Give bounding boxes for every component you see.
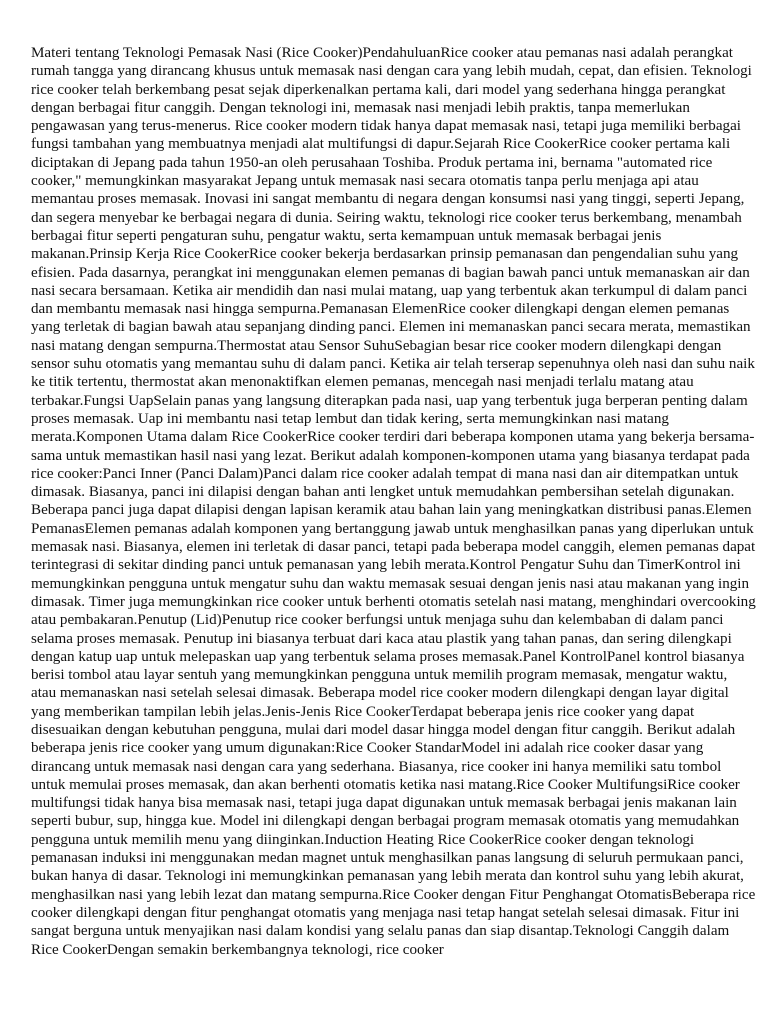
document-page <box>31 44 756 959</box>
document-body-text: Materi tentang Teknologi Pemasak Nasi (Rice Cooker)PendahuluanRice cooker atau pemanas nasi adalah perangkat rumah tangga yang dirancang khusus untuk memasak nasi dengan cara yang lebih mudah, cepat, dan efisien. Teknologi rice cooker telah berkembang pesat sejak diperkenalkan pertama kali, dari model yang sederhana hingga perangkat dengan berbagai fitur canggih. Dengan teknologi ini, memasak nasi menjadi lebih praktis, tanpa memerlukan pengawasan yang terus-menerus. Rice cooker modern tidak hanya dapat memasak nasi, tetapi juga memiliki berbagai fungsi tambahan yang membuatnya menjadi alat multifungsi di dapur.Sejarah Rice CookerRice cooker pertama kali diciptakan di Jepang pada tahun 1950-an oleh perusahaan Toshiba. Produk pertama ini, bernama "automated rice cooker," memungkinkan masyarakat Jepang untuk memasak nasi secara otomatis tanpa perlu menjaga api atau memantau proses memasak. Inovasi ini sangat membantu di negara dengan konsumsi nasi yang tinggi, seperti Jepang, dan segera menyebar ke berbagai negara di dunia. Seiring waktu, teknologi rice cooker terus berkembang, menambah berbagai fitur seperti pengaturan suhu, pengatur waktu, serta kemampuan untuk memasak berbagai jenis makanan.Prinsip Kerja Rice CookerRice cooker bekerja berdasarkan prinsip pemanasan dan pengendalian suhu yang efisien. Pada dasarnya, perangkat ini menggunakan elemen pemanas di bagian bawah panci untuk memanaskan air dan nasi secara bersamaan. Ketika air mendidih dan nasi mulai matang, uap yang terbentuk akan terkumpul di dalam panci dan membantu memasak nasi hingga sempurna.Pemanasan ElemenRice cooker dilengkapi dengan elemen pemanas yang terletak di bagian bawah atau sepanjang dinding panci. Elemen ini memanaskan panci secara merata, memastikan nasi matang dengan sempurna.Thermostat atau Sensor SuhuSebagian besar rice cooker modern dilengkapi dengan sensor suhu otomatis yang memantau suhu di dalam panci. Ketika air telah terserap sepenuhnya oleh nasi dan suhu naik ke titik tertentu, thermostat akan menonaktifkan elemen pemanas, mencegah nasi menjadi terlalu matang atau terbakar.Fungsi UapSelain panas yang langsung diterapkan pada nasi, uap yang terbentuk juga berperan penting dalam proses memasak. Uap ini membantu nasi tetap lembut dan tidak kering, serta memungkinkan nasi matang merata.Komponen Utama dalam Rice CookerRice cooker terdiri dari beberapa komponen utama yang bekerja bersama-sama untuk memastikan hasil nasi yang lezat. Berikut adalah komponen-komponen utama yang biasanya terdapat pada rice cooker:Panci Inner (Panci Dalam)Panci dalam rice cooker adalah tempat di mana nasi dan air ditempatkan untuk dimasak. Biasanya, panci ini dilapisi dengan bahan anti lengket untuk memudahkan pembersihan setelah digunakan. Beberapa panci juga dapat dilapisi dengan lapisan keramik atau bahan lain yang meningkatkan distribusi panas.Elemen PemanasElemen pemanas adalah komponen yang bertanggung jawab untuk menghasilkan panas yang diperlukan untuk memasak nasi. Biasanya, elemen ini terletak di dasar panci, tetapi pada beberapa model canggih, elemen pemanas dapat terintegrasi di sekitar dinding panci untuk pemanasan yang lebih merata.Kontrol Pengatur Suhu dan TimerKontrol ini memungkinkan pengguna untuk mengatur suhu dan waktu memasak sesuai dengan jenis nasi atau makanan yang ingin dimasak. Timer juga memungkinkan rice cooker untuk berhenti otomatis setelah nasi matang, menghindari overcooking atau pembakaran.Penutup (Lid)Penutup rice cooker berfungsi untuk menjaga suhu dan kelembaban di dalam panci selama proses memasak. Penutup ini biasanya terbuat dari kaca atau plastik yang tahan panas, dan sering dilengkapi dengan katup uap untuk melepaskan uap yang terbentuk selama proses memasak.Panel KontrolPanel kontrol biasanya berisi tombol atau layar sentuh yang memungkinkan pengguna untuk memilih program memasak, mengatur waktu, atau memanaskan nasi setelah selesai dimasak. Beberapa model rice cooker modern dilengkapi dengan layar digital yang memberikan tampilan lebih jelas.Jenis-Jenis Rice CookerTerdapat beberapa jenis rice cooker yang dapat disesuaikan dengan kebutuhan pengguna, mulai dari model dasar hingga model dengan fitur canggih. Berikut adalah beberapa jenis rice cooker yang umum digunakan:Rice Cooker StandarModel ini adalah rice cooker dasar yang dirancang untuk memasak nasi dengan cara yang sederhana. Biasanya, rice cooker ini hanya memiliki satu tombol untuk memulai proses memasak, dan akan berhenti otomatis ketika nasi matang.Rice Cooker MultifungsiRice cooker multifungsi tidak hanya bisa memasak nasi, tetapi juga dapat digunakan untuk memasak berbagai jenis makanan lain seperti bubur, sup, hingga kue. Model ini dilengkapi dengan berbagai program memasak otomatis yang memudahkan pengguna untuk memilih menu yang diinginkan.Induction Heating Rice CookerRice cooker dengan teknologi pemanasan induksi ini menggunakan medan magnet untuk menghasilkan panas langsung di seluruh permukaan panci, bukan hanya di dasar. Teknologi ini memungkinkan pemanasan yang lebih merata dan kontrol suhu yang lebih akurat, menghasilkan nasi yang lebih lezat dan matang sempurna.Rice Cooker dengan Fitur Penghangat OtomatisBeberapa rice cooker dilengkapi dengan fitur penghangat otomatis yang menjaga nasi tetap hangat setelah selesai dimasak. Fitur ini sangat berguna untuk menyajikan nasi dalam kondisi yang selalu panas dan siap disantap.Teknologi Canggih dalam Rice CookerDengan semakin berkembangnya teknologi, rice cooker <box>31 45 756 958</box>
